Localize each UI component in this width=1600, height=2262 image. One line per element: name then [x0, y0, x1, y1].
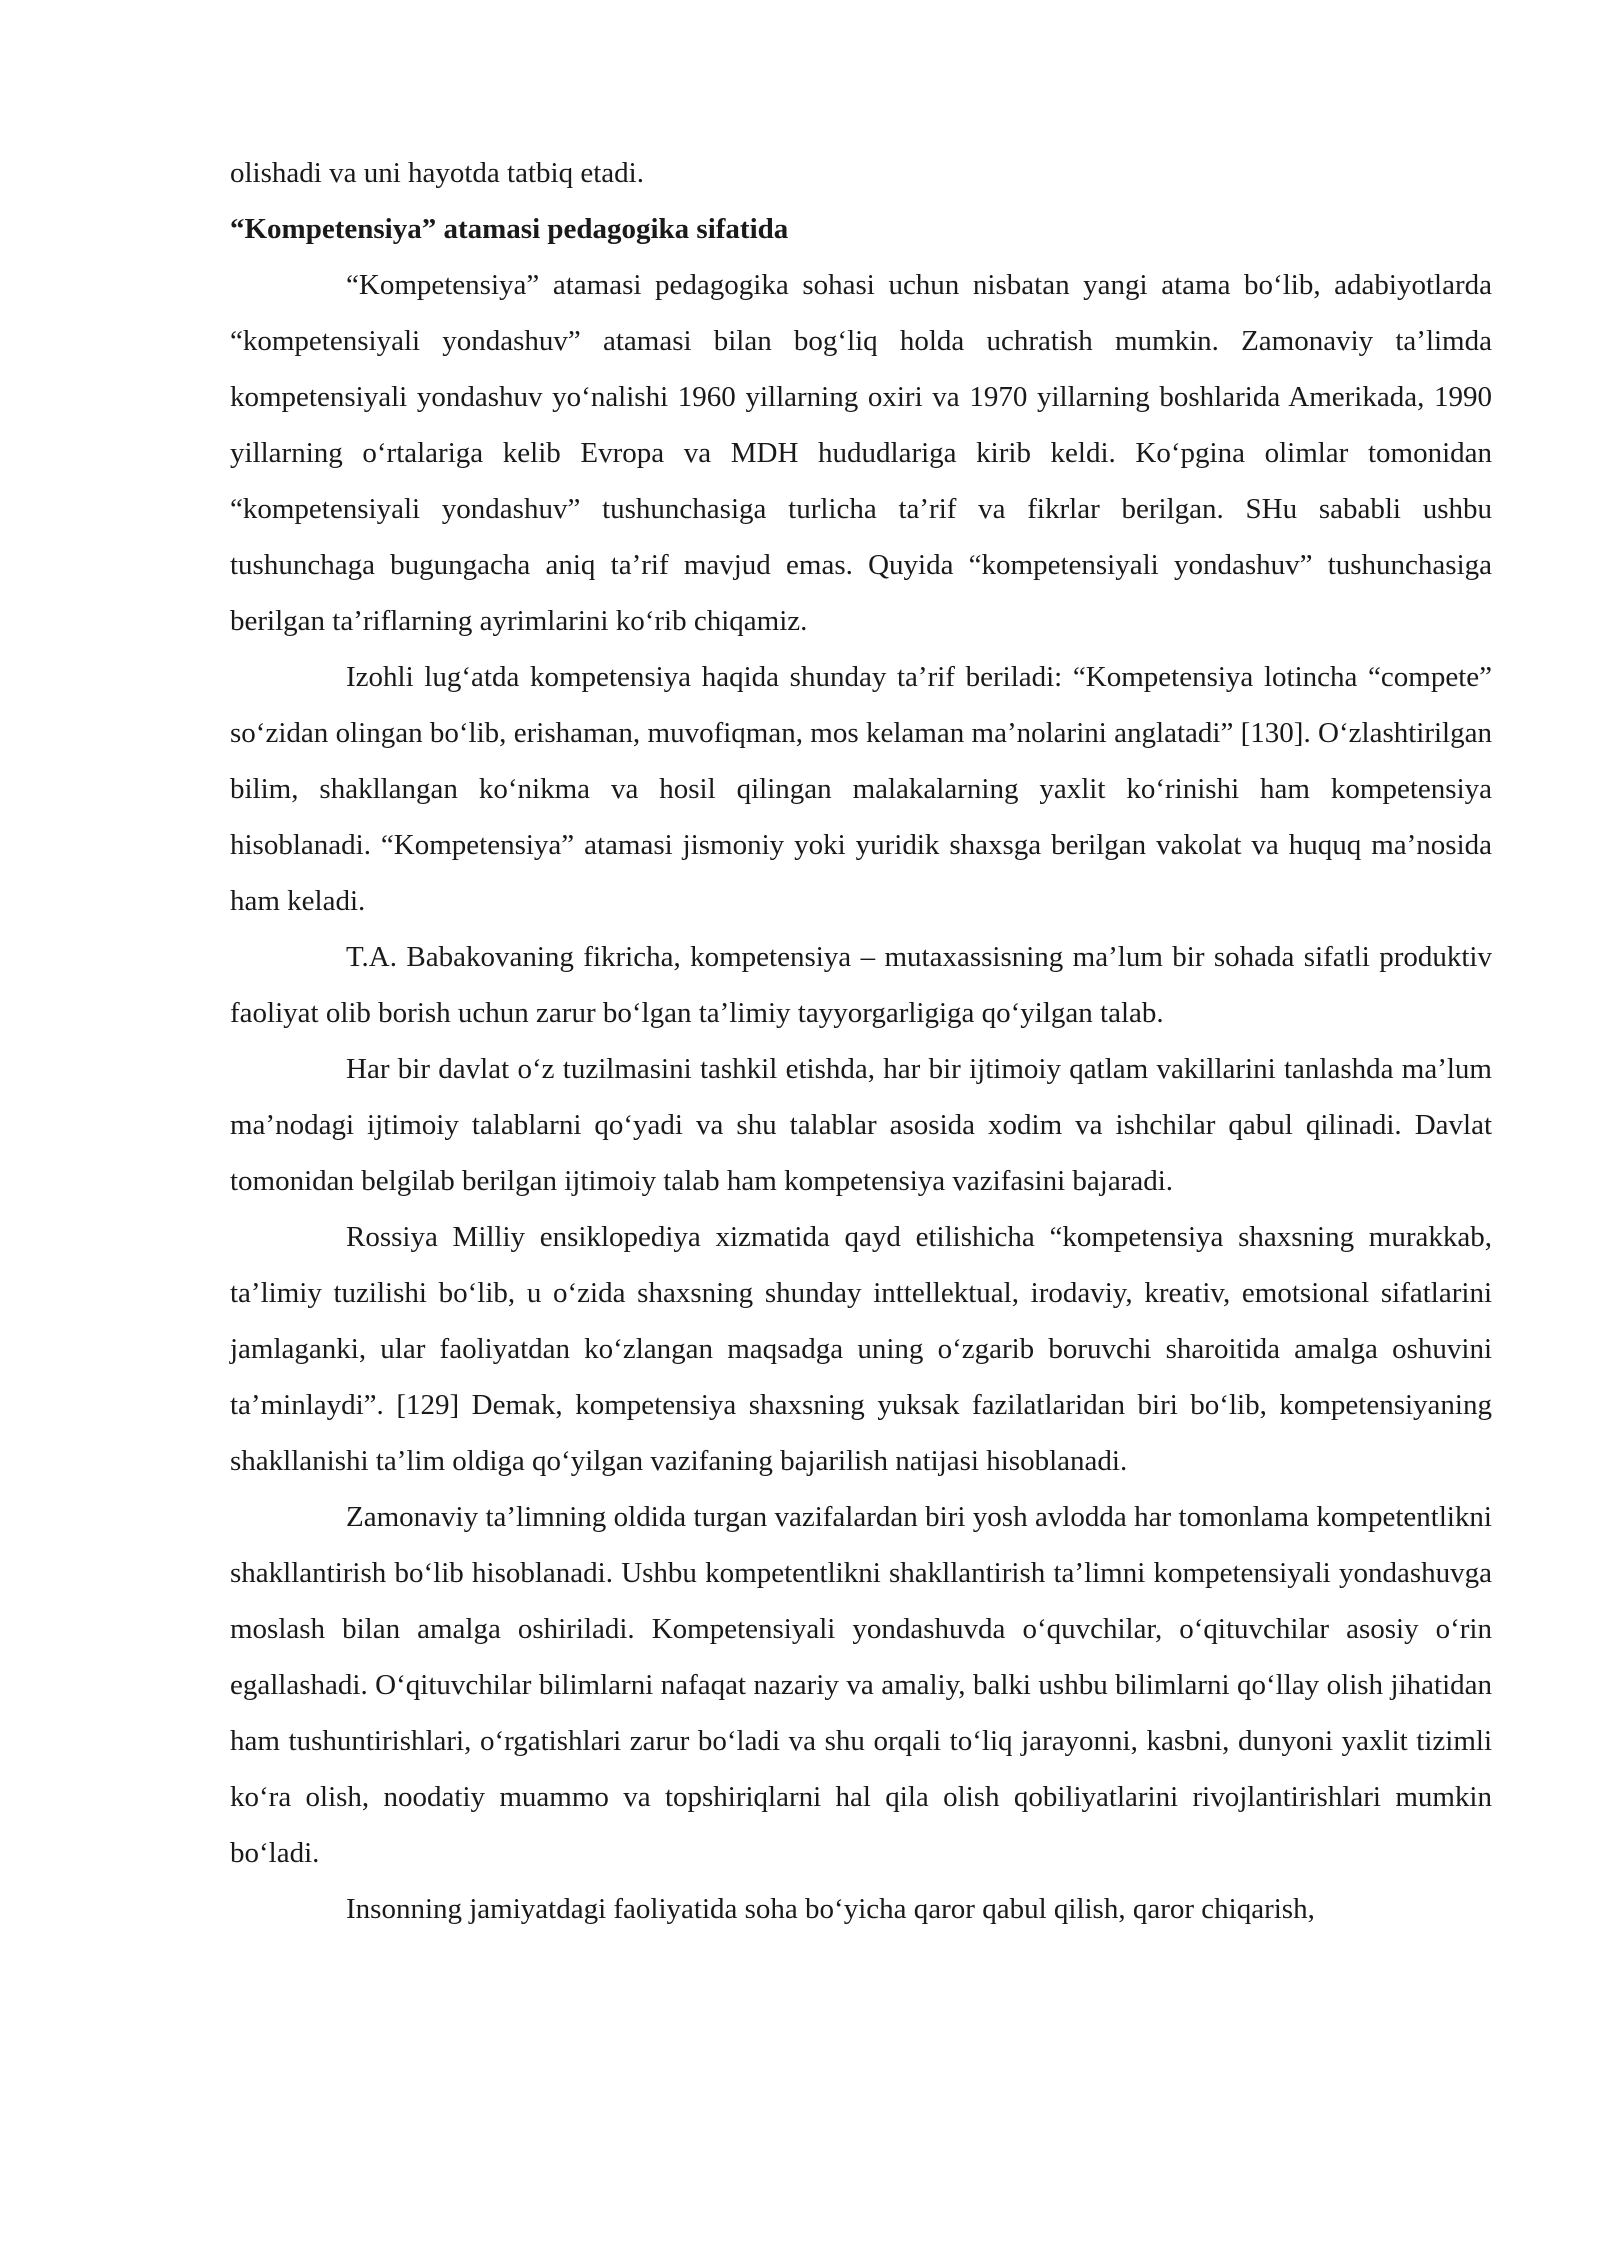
paragraph: Izohli lug‘atda kompetensiya haqida shunday ta’rif beriladi: “Kompetensiya lotincha “compete” so‘zidan olingan bo‘lib, erishaman, muvofiqman, mos kelaman ma’nolarini anglatadi” [130]. O‘zlashtirilgan bilim, shakllangan ko‘nikma va hosil qilingan malakalarning yaxlit ko‘rinishi ham kompetensiya hisoblanadi. “Kompetensiya” atamasi jismoniy yoki yuridik shaxsga berilgan vakolat va huquq ma’nosida ham keladi.: [230, 661, 1492, 917]
paragraph: T.A. Babakovaning fikricha, kompetensiya – mutaxassisning ma’lum bir sohada sifatli produktiv faoliyat olib borish uchun zarur bo‘lgan ta’limiy tayyorgarligiga qo‘yilgan talab.: [230, 941, 1492, 1029]
paragraph-last: Insonning jamiyatdagi faoliyatida soha bo‘yicha qaror qabul qilish, qaror chiqarish,: [346, 1893, 1315, 1925]
paragraph: Har bir davlat o‘z tuzilmasini tashkil etishda, har bir ijtimoiy qatlam vakillarini tanlashda ma’lum ma’nodagi ijtimoiy talablarni qo‘yadi va shu talablar asosida xodim va ishchilar qabul qilinadi. Davlat tomonidan belgilab berilgan ijtimoiy talab ham kompetensiya vazifasini bajaradi.: [230, 1053, 1492, 1197]
paragraph: Zamonaviy ta’limning oldida turgan vazifalardan biri yosh avlodda har tomonlama kompetentlikni shakllantirish bo‘lib hisoblanadi. Ushbu kompetentlikni shakllantirish ta’limni kompetensiyali yondashuvga moslash bilan amalga oshiriladi. Kompetensiyali yondashuvda o‘quvchilar, o‘qituvchilar asosiy o‘rin egallashadi. O‘qituvchilar bilimlarni nafaqat nazariy va amaliy, balki ushbu bilimlarni qo‘llay olish jihatidan ham tushuntirishlari, o‘rgatishlari zarur bo‘ladi va shu orqali to‘liq jarayonni, kasbni, dunyoni yaxlit tizimli ko‘ra olish, noodatiy muammo va topshiriqlarni hal qila olish qobiliyatlarini rivojlantirishlari mumkin bo‘ladi.: [230, 1501, 1492, 1869]
paragraph: Rossiya Milliy ensiklopediya xizmatida qayd etilishicha “kompetensiya shaxsning murakkab, ta’limiy tuzilishi bo‘lib, u o‘zida shaxsning shunday inttellektual, irodaviy, kreativ, emotsional sifatlarini jamlaganki, ular faoliyatdan ko‘zlangan maqsadga uning o‘zgarib boruvchi sharoitida amalga oshuvini ta’minlaydi”. [129] Demak, kompetensiya shaxsning yuksak fazilatlaridan biri bo‘lib, kompetensiyaning shakllanishi ta’lim oldiga qo‘yilgan vazifaning bajarilish natijasi hisoblanadi.: [230, 1221, 1492, 1477]
paragraph: “Kompetensiya” atamasi pedagogika sohasi uchun nisbatan yangi atama bo‘lib, adabiyotlarda “kompetensiyali yondashuv” atamasi bilan bog‘liq holda uchratish mumkin. Zamonaviy ta’limda kompetensiyali yondashuv yo‘nalishi 1960 yillarning oxiri va 1970 yillarning boshlarida Amerikada, 1990 yillarning o‘rtalariga kelib Evropa va MDH hududlariga kirib keldi. Ko‘pgina olimlar tomonidan “kompetensiyali yondashuv” tushunchasiga turlicha ta’rif va fikrlar berilgan. SHu sababli ushbu tushunchaga bugungacha aniq ta’rif mavjud emas. Quyida “kompetensiyali yondashuv” tushunchasiga berilgan ta’riflarning ayrimlarini ko‘rib chiqamiz.: [230, 269, 1492, 637]
continuation-text: olishadi va uni hayotda tatbiq etadi.: [230, 157, 644, 189]
document-page: [230, 145, 1492, 1937]
section-heading: “Kompetensiya” atamasi pedagogika sifatida: [230, 213, 789, 245]
